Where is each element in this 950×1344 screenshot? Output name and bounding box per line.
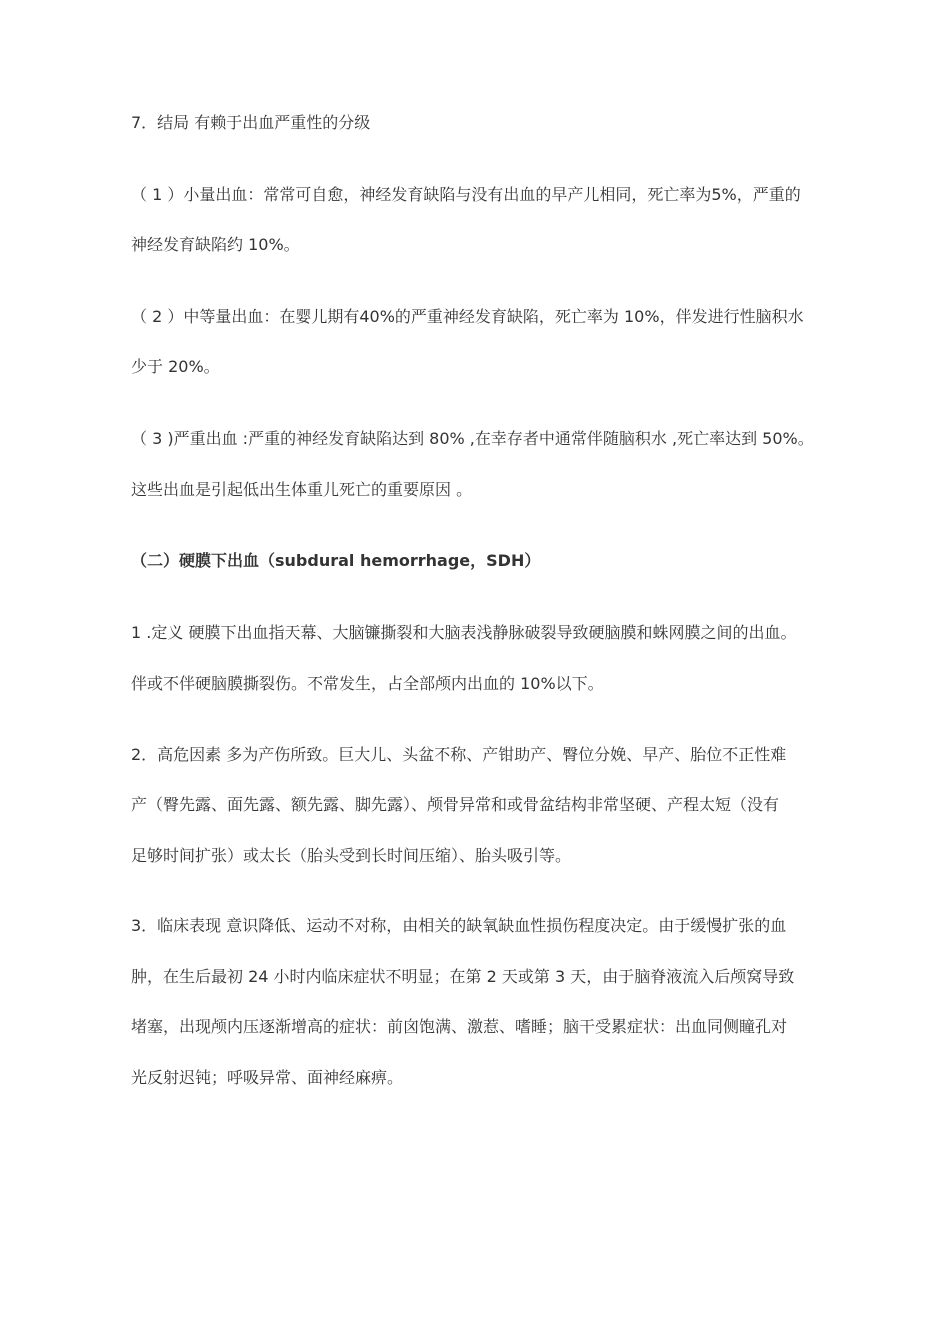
sdh-clinical-line-3: 堵塞，出现颅内压逐渐增高的症状：前囟饱满、激惹、嗜睡；脑干受累症状：出血同侧瞳孔对 (131, 1017, 788, 1036)
sdh-definition-line-1: 1 .定义 硬膜下出血指天幕、大脑镰撕裂和大脑表浅静脉破裂导致硬脑膜和蛛网膜之间的出血。 (131, 623, 797, 642)
minor-hemorrhage-line-1: （ 1 ）小量出血：常常可自愈，神经发育缺陷与没有出血的早产儿相同，死亡率为5%，严重的 (131, 185, 801, 204)
sdh-clinical-line-2: 肿，在生后最初 24 小时内临床症状不明显；在第 2 天或第 3 天，由于脑脊液流入后颅窝导致 (131, 967, 795, 986)
section-7-outcome-title: 7．结局 有赖于出血严重性的分级 (131, 113, 371, 132)
sdh-definition-line-2: 伴或不伴硬脑膜撕裂伤。不常发生，占全部颅内出血的 10%以下。 (131, 674, 604, 693)
minor-hemorrhage-line-2: 神经发育缺陷约 10%。 (131, 235, 300, 254)
severe-hemorrhage-line-1: （ 3 )严重出血 :严重的神经发育缺陷达到 80% ,在幸存者中通常伴随脑积水 ,死亡率达到 50%。 (131, 429, 814, 448)
severe-hemorrhage-line-2: 这些出血是引起低出生体重儿死亡的重要原因 。 (131, 480, 473, 499)
sdh-risk-factors-line-3: 足够时间扩张）或太长（胎头受到长时间压缩）、胎头吸引等。 (131, 846, 572, 865)
sdh-clinical-line-1: 3．临床表现 意识降低、运动不对称，由相关的缺氧缺血性损伤程度决定。由于缓慢扩张的血 (131, 916, 787, 935)
moderate-hemorrhage-line-1: （ 2 ）中等量出血：在婴儿期有40%的严重神经发育缺陷，死亡率为 10%，伴发进行性脑积水 (131, 307, 804, 326)
sdh-clinical-line-4: 光反射迟钝；呼吸异常、面神经麻痹。 (131, 1068, 404, 1087)
sdh-risk-factors-line-1: 2．高危因素 多为产伤所致。巨大儿、头盆不称、产钳助产、臀位分娩、早产、胎位不正性难 (131, 745, 787, 764)
moderate-hemorrhage-line-2: 少于 20%。 (131, 357, 220, 376)
sdh-risk-factors-line-2: 产（臀先露、面先露、额先露、脚先露）、颅骨异常和或骨盆结构非常坚硬、产程太短（没有 (131, 795, 780, 814)
sdh-section-heading: （二）硬膜下出血（subdural hemorrhage，SDH） (131, 551, 541, 570)
